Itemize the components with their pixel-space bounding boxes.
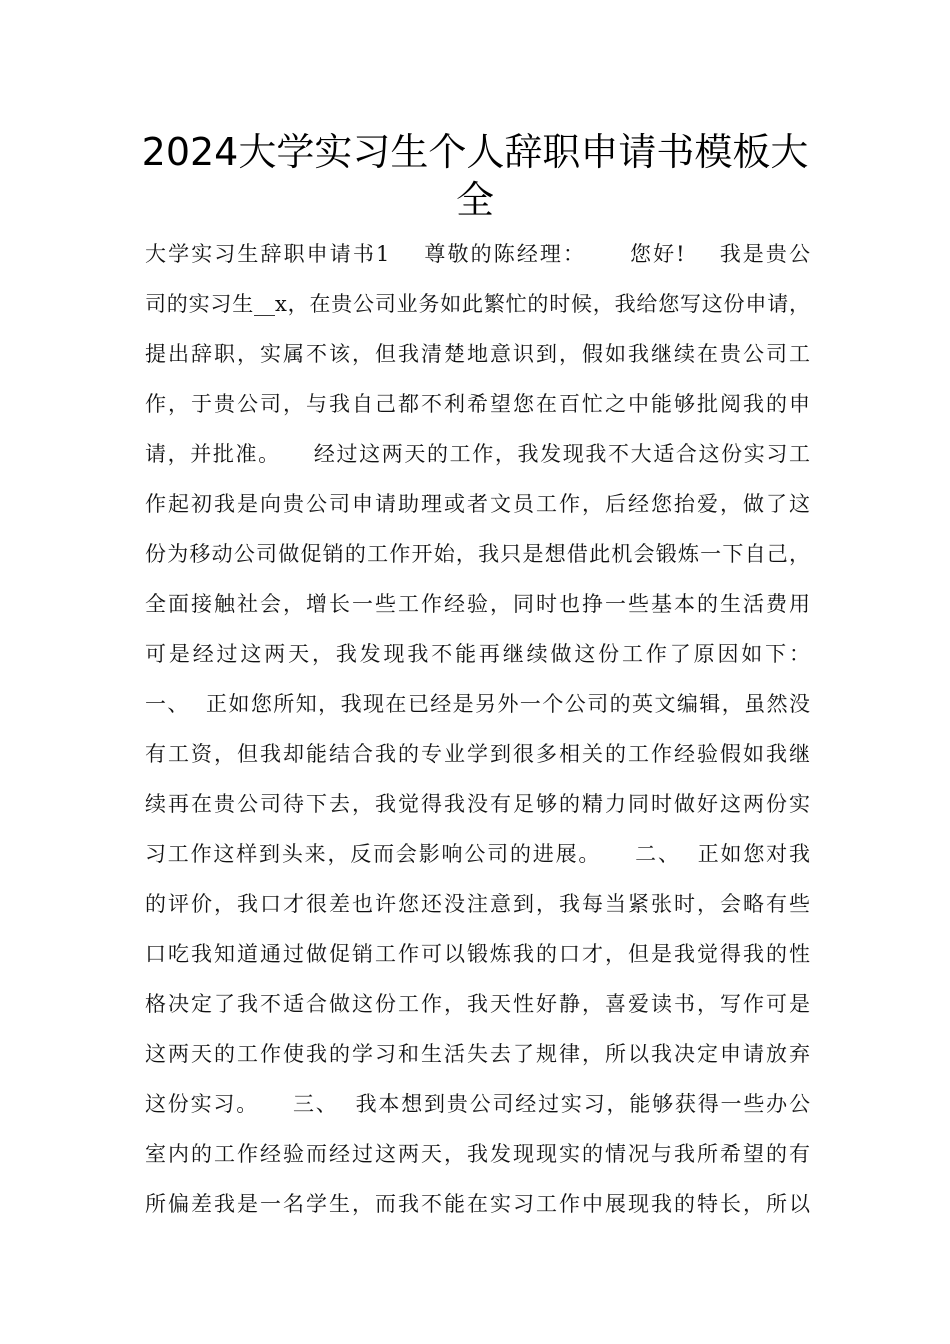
body-line: 司的实习生__x，在贵公司业务如此繁忙的时候，我给您写这份申请， bbox=[145, 292, 810, 316]
body-line: 习工作这样到头来，反而会影响公司的进展。 二、 正如您对我 bbox=[145, 842, 810, 866]
body-line: 这份实习。 三、 我本想到贵公司经过实习，能够获得一些办公 bbox=[145, 1092, 810, 1116]
body-line: 这两天的工作使我的学习和生活失去了规律，所以我决定申请放弃 bbox=[145, 1042, 810, 1066]
document-title: 2024大学实习生个人辞职申请书模板大全 bbox=[141, 130, 809, 222]
body-line: 一、 正如您所知，我现在已经是另外一个公司的英文编辑，虽然没 bbox=[145, 692, 810, 716]
body-line: 口吃我知道通过做促销工作可以锻炼我的口才，但是我觉得我的性 bbox=[145, 942, 810, 966]
body-line: 可是经过这两天，我发现我不能再继续做这份工作了原因如下： bbox=[145, 642, 810, 666]
body-line: 大学实习生辞职申请书1 尊敬的陈经理： 您好! 我是贵公 bbox=[145, 242, 810, 266]
body-line: 全面接触社会，增长一些工作经验，同时也挣一些基本的生活费用 bbox=[145, 592, 810, 616]
body-line: 份为移动公司做促销的工作开始，我只是想借此机会锻炼一下自己， bbox=[145, 542, 810, 566]
body-line: 续再在贵公司待下去，我觉得我没有足够的精力同时做好这两份实 bbox=[145, 792, 810, 816]
body-line: 有工资，但我却能结合我的专业学到很多相关的工作经验假如我继 bbox=[145, 742, 810, 766]
body-line: 作起初我是向贵公司申请助理或者文员工作，后经您抬爱，做了这 bbox=[145, 492, 810, 516]
body-line: 格决定了我不适合做这份工作，我天性好静，喜爱读书，写作可是 bbox=[145, 992, 810, 1016]
body-line: 所偏差我是一名学生，而我不能在实习工作中展现我的特长，所以 bbox=[145, 1192, 810, 1216]
body-line: 请，并批准。 经过这两天的工作，我发现我不大适合这份实习工 bbox=[145, 442, 810, 466]
body-line: 提出辞职，实属不该，但我清楚地意识到，假如我继续在贵公司工 bbox=[145, 342, 810, 366]
body-line: 室内的工作经验而经过这两天，我发现现实的情况与我所希望的有 bbox=[145, 1142, 810, 1166]
document-body bbox=[145, 229, 810, 1229]
body-line: 作，于贵公司，与我自己都不利希望您在百忙之中能够批阅我的申 bbox=[145, 392, 810, 416]
body-line: 的评价，我口才很差也许您还没注意到，我每当紧张时，会略有些 bbox=[145, 892, 810, 916]
